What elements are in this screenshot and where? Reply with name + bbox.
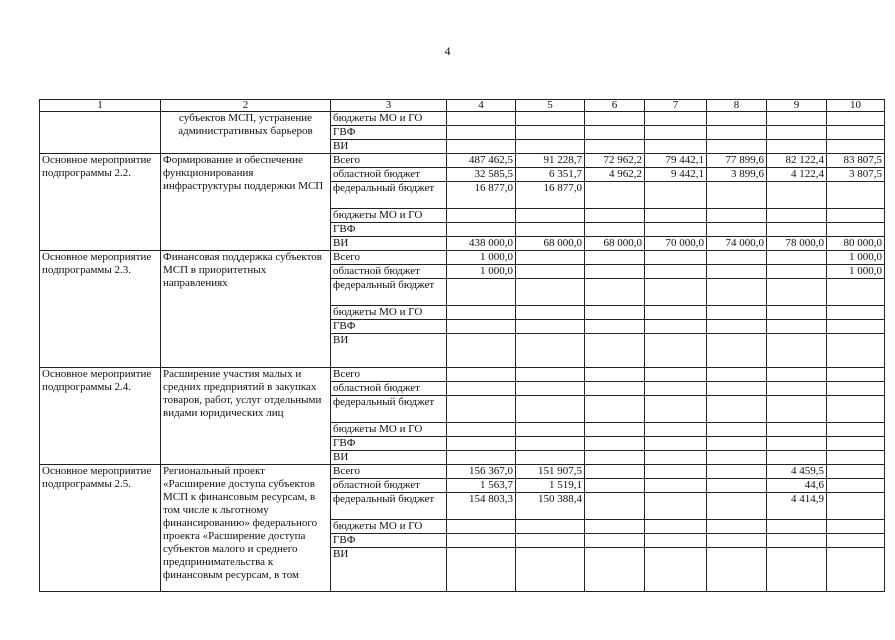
- value-cell: 156 367,0: [447, 465, 516, 479]
- value-cell: [645, 209, 707, 223]
- value-cell: [645, 320, 707, 334]
- header-cell: 4: [447, 100, 516, 112]
- value-cell: [707, 548, 767, 592]
- value-cell: [827, 140, 885, 154]
- value-cell: [585, 182, 645, 209]
- value-cell: [645, 423, 707, 437]
- header-cell: 8: [707, 100, 767, 112]
- header-cell: 5: [516, 100, 585, 112]
- funding-source-cell: федеральный бюджет: [331, 493, 447, 520]
- value-cell: [585, 334, 645, 368]
- value-cell: [707, 479, 767, 493]
- value-cell: [447, 396, 516, 423]
- value-cell: [645, 534, 707, 548]
- value-cell: [585, 465, 645, 479]
- funding-source-cell: Всего: [331, 368, 447, 382]
- value-cell: [767, 423, 827, 437]
- value-cell: [516, 209, 585, 223]
- value-cell: [645, 265, 707, 279]
- value-cell: [707, 465, 767, 479]
- value-cell: [585, 368, 645, 382]
- measure-cell: Основное мероприятие подпрограммы 2.3.: [40, 251, 161, 368]
- value-cell: 16 877,0: [447, 182, 516, 209]
- value-cell: [645, 396, 707, 423]
- value-cell: [645, 112, 707, 126]
- value-cell: [707, 126, 767, 140]
- value-cell: [767, 437, 827, 451]
- value-cell: [516, 279, 585, 306]
- value-cell: [645, 382, 707, 396]
- header-row: [40, 100, 885, 112]
- funding-source-cell: ГВФ: [331, 437, 447, 451]
- funding-source-cell: областной бюджет: [331, 479, 447, 493]
- value-cell: [707, 451, 767, 465]
- value-cell: [645, 548, 707, 592]
- value-cell: [827, 534, 885, 548]
- value-cell: [585, 451, 645, 465]
- value-cell: 1 000,0: [827, 265, 885, 279]
- value-cell: [516, 368, 585, 382]
- value-cell: [645, 451, 707, 465]
- value-cell: [827, 320, 885, 334]
- value-cell: [585, 251, 645, 265]
- value-cell: [585, 520, 645, 534]
- funding-source-cell: ВИ: [331, 237, 447, 251]
- funding-source-cell: ВИ: [331, 140, 447, 154]
- table-row: [40, 251, 885, 265]
- value-cell: [827, 223, 885, 237]
- value-cell: [707, 223, 767, 237]
- header-cell: 10: [827, 100, 885, 112]
- value-cell: [447, 140, 516, 154]
- value-cell: 68 000,0: [516, 237, 585, 251]
- value-cell: 68 000,0: [585, 237, 645, 251]
- value-cell: [827, 493, 885, 520]
- table-row: [40, 112, 885, 126]
- value-cell: [585, 112, 645, 126]
- value-cell: [585, 548, 645, 592]
- value-cell: 79 442,1: [645, 154, 707, 168]
- funding-source-cell: федеральный бюджет: [331, 396, 447, 423]
- funding-source-cell: ГВФ: [331, 126, 447, 140]
- value-cell: [827, 465, 885, 479]
- value-cell: [516, 382, 585, 396]
- value-cell: [707, 112, 767, 126]
- funding-source-cell: областной бюджет: [331, 168, 447, 182]
- description-cell: Расширение участия малых и средних предприятий в закупках товаров, работ, услуг отдельными видами юридических лиц: [161, 368, 331, 465]
- value-cell: 487 462,5: [447, 154, 516, 168]
- value-cell: [585, 423, 645, 437]
- value-cell: [447, 368, 516, 382]
- description-cell: субъектов МСП, устранение административных барьеров: [161, 112, 331, 154]
- value-cell: 9 442,1: [645, 168, 707, 182]
- funding-source-cell: бюджеты МО и ГО: [331, 209, 447, 223]
- value-cell: [707, 209, 767, 223]
- value-cell: [707, 493, 767, 520]
- value-cell: [767, 306, 827, 320]
- value-cell: 4 414,9: [767, 493, 827, 520]
- value-cell: [516, 112, 585, 126]
- value-cell: 154 803,3: [447, 493, 516, 520]
- value-cell: [707, 306, 767, 320]
- value-cell: [516, 451, 585, 465]
- value-cell: 4 962,2: [585, 168, 645, 182]
- measure-cell: Основное мероприятие подпрограммы 2.2.: [40, 154, 161, 251]
- value-cell: [767, 451, 827, 465]
- value-cell: [447, 334, 516, 368]
- funding-source-cell: бюджеты МО и ГО: [331, 423, 447, 437]
- value-cell: [645, 368, 707, 382]
- value-cell: [585, 493, 645, 520]
- value-cell: [645, 223, 707, 237]
- value-cell: [707, 251, 767, 265]
- value-cell: [645, 334, 707, 368]
- value-cell: [767, 320, 827, 334]
- value-cell: [767, 534, 827, 548]
- value-cell: [645, 182, 707, 209]
- value-cell: [707, 382, 767, 396]
- value-cell: [447, 451, 516, 465]
- funding-source-cell: Всего: [331, 465, 447, 479]
- value-cell: [645, 126, 707, 140]
- value-cell: [767, 396, 827, 423]
- value-cell: [516, 423, 585, 437]
- funding-source-cell: областной бюджет: [331, 265, 447, 279]
- header-cell: 1: [40, 100, 161, 112]
- value-cell: [516, 140, 585, 154]
- value-cell: [827, 396, 885, 423]
- value-cell: [767, 334, 827, 368]
- value-cell: [767, 209, 827, 223]
- description-cell: Финансовая поддержка субъектов МСП в приоритетных направлениях: [161, 251, 331, 368]
- value-cell: [707, 265, 767, 279]
- value-cell: 16 877,0: [516, 182, 585, 209]
- value-cell: [585, 209, 645, 223]
- value-cell: [447, 423, 516, 437]
- value-cell: [827, 423, 885, 437]
- value-cell: [827, 548, 885, 592]
- value-cell: 1 000,0: [827, 251, 885, 265]
- funding-source-cell: бюджеты МО и ГО: [331, 520, 447, 534]
- value-cell: 82 122,4: [767, 154, 827, 168]
- value-cell: [585, 534, 645, 548]
- value-cell: [707, 368, 767, 382]
- value-cell: [447, 548, 516, 592]
- value-cell: [707, 534, 767, 548]
- value-cell: [645, 140, 707, 154]
- measure-cell: Основное мероприятие подпрограммы 2.4.: [40, 368, 161, 465]
- value-cell: [585, 140, 645, 154]
- header-cell: 9: [767, 100, 827, 112]
- value-cell: [767, 140, 827, 154]
- value-cell: 72 962,2: [585, 154, 645, 168]
- value-cell: [707, 520, 767, 534]
- value-cell: [827, 112, 885, 126]
- value-cell: [827, 306, 885, 320]
- value-cell: [707, 279, 767, 306]
- table-row: [40, 368, 885, 382]
- value-cell: [585, 320, 645, 334]
- value-cell: [645, 520, 707, 534]
- value-cell: 3 899,6: [707, 168, 767, 182]
- value-cell: 83 807,5: [827, 154, 885, 168]
- value-cell: [516, 306, 585, 320]
- measure-cell: [40, 112, 161, 154]
- measure-cell: Основное мероприятие подпрограммы 2.5.: [40, 465, 161, 592]
- value-cell: [516, 320, 585, 334]
- value-cell: 1 519,1: [516, 479, 585, 493]
- funding-source-cell: Всего: [331, 154, 447, 168]
- header-cell: 7: [645, 100, 707, 112]
- value-cell: [645, 479, 707, 493]
- value-cell: [447, 534, 516, 548]
- value-cell: [585, 306, 645, 320]
- value-cell: [585, 126, 645, 140]
- value-cell: [707, 182, 767, 209]
- value-cell: [827, 451, 885, 465]
- value-cell: [827, 520, 885, 534]
- value-cell: 70 000,0: [645, 237, 707, 251]
- budget-table: [39, 99, 885, 592]
- value-cell: [645, 465, 707, 479]
- value-cell: [767, 368, 827, 382]
- value-cell: [827, 437, 885, 451]
- value-cell: [516, 223, 585, 237]
- value-cell: [516, 548, 585, 592]
- value-cell: [767, 112, 827, 126]
- value-cell: [767, 382, 827, 396]
- value-cell: [447, 112, 516, 126]
- value-cell: [707, 320, 767, 334]
- value-cell: [447, 520, 516, 534]
- value-cell: [585, 396, 645, 423]
- funding-source-cell: федеральный бюджет: [331, 182, 447, 209]
- value-cell: [585, 223, 645, 237]
- value-cell: 4 122,4: [767, 168, 827, 182]
- value-cell: [516, 437, 585, 451]
- value-cell: [447, 382, 516, 396]
- value-cell: [827, 334, 885, 368]
- value-cell: 438 000,0: [447, 237, 516, 251]
- header-cell: 2: [161, 100, 331, 112]
- value-cell: 91 228,7: [516, 154, 585, 168]
- value-cell: 151 907,5: [516, 465, 585, 479]
- value-cell: [767, 279, 827, 306]
- value-cell: 4 459,5: [767, 465, 827, 479]
- value-cell: [767, 126, 827, 140]
- value-cell: 78 000,0: [767, 237, 827, 251]
- funding-source-cell: ВИ: [331, 334, 447, 368]
- value-cell: [585, 437, 645, 451]
- value-cell: 80 000,0: [827, 237, 885, 251]
- value-cell: [767, 520, 827, 534]
- value-cell: 1 000,0: [447, 265, 516, 279]
- value-cell: [707, 437, 767, 451]
- value-cell: [707, 423, 767, 437]
- funding-source-cell: ГВФ: [331, 223, 447, 237]
- value-cell: [516, 265, 585, 279]
- value-cell: [585, 382, 645, 396]
- value-cell: [707, 334, 767, 368]
- value-cell: 74 000,0: [707, 237, 767, 251]
- value-cell: [447, 437, 516, 451]
- value-cell: [827, 279, 885, 306]
- value-cell: 150 388,4: [516, 493, 585, 520]
- value-cell: [447, 223, 516, 237]
- funding-source-cell: бюджеты МО и ГО: [331, 306, 447, 320]
- value-cell: [645, 493, 707, 520]
- value-cell: [447, 279, 516, 306]
- value-cell: [827, 182, 885, 209]
- table-row: [40, 154, 885, 168]
- value-cell: [767, 251, 827, 265]
- value-cell: [767, 265, 827, 279]
- value-cell: [827, 209, 885, 223]
- funding-source-cell: федеральный бюджет: [331, 279, 447, 306]
- funding-source-cell: бюджеты МО и ГО: [331, 112, 447, 126]
- value-cell: 77 899,6: [707, 154, 767, 168]
- funding-source-cell: ГВФ: [331, 320, 447, 334]
- value-cell: 6 351,7: [516, 168, 585, 182]
- value-cell: [516, 520, 585, 534]
- value-cell: [767, 548, 827, 592]
- value-cell: [645, 437, 707, 451]
- value-cell: [447, 209, 516, 223]
- value-cell: [447, 126, 516, 140]
- table-row: [40, 465, 885, 479]
- value-cell: [645, 279, 707, 306]
- value-cell: [585, 479, 645, 493]
- value-cell: [585, 265, 645, 279]
- funding-source-cell: Всего: [331, 251, 447, 265]
- value-cell: [516, 396, 585, 423]
- funding-source-cell: ВИ: [331, 548, 447, 592]
- value-cell: [645, 251, 707, 265]
- header-cell: 3: [331, 100, 447, 112]
- value-cell: [585, 279, 645, 306]
- value-cell: [827, 126, 885, 140]
- value-cell: 32 585,5: [447, 168, 516, 182]
- value-cell: 44,6: [767, 479, 827, 493]
- value-cell: [707, 140, 767, 154]
- value-cell: [516, 534, 585, 548]
- value-cell: [767, 182, 827, 209]
- value-cell: [707, 396, 767, 423]
- value-cell: [827, 368, 885, 382]
- value-cell: [447, 306, 516, 320]
- value-cell: [827, 382, 885, 396]
- header-cell: 6: [585, 100, 645, 112]
- value-cell: 3 807,5: [827, 168, 885, 182]
- funding-source-cell: областной бюджет: [331, 382, 447, 396]
- description-cell: Региональный проект «Расширение доступа субъектов МСП к финансовым ресурсам, в том числе к льготному финансированию» федерального проекта «Расширение доступа субъектов малого и среднего предпринимательства к финансовым ресурсам, в том: [161, 465, 331, 592]
- funding-source-cell: ГВФ: [331, 534, 447, 548]
- funding-source-cell: ВИ: [331, 451, 447, 465]
- value-cell: 1 563,7: [447, 479, 516, 493]
- description-cell: Формирование и обеспечение функционирования инфраструктуры поддержки МСП: [161, 154, 331, 251]
- value-cell: [767, 223, 827, 237]
- value-cell: [827, 479, 885, 493]
- value-cell: [516, 251, 585, 265]
- value-cell: [447, 320, 516, 334]
- value-cell: [516, 334, 585, 368]
- page-number: 4: [444, 44, 451, 58]
- value-cell: 1 000,0: [447, 251, 516, 265]
- value-cell: [645, 306, 707, 320]
- value-cell: [516, 126, 585, 140]
